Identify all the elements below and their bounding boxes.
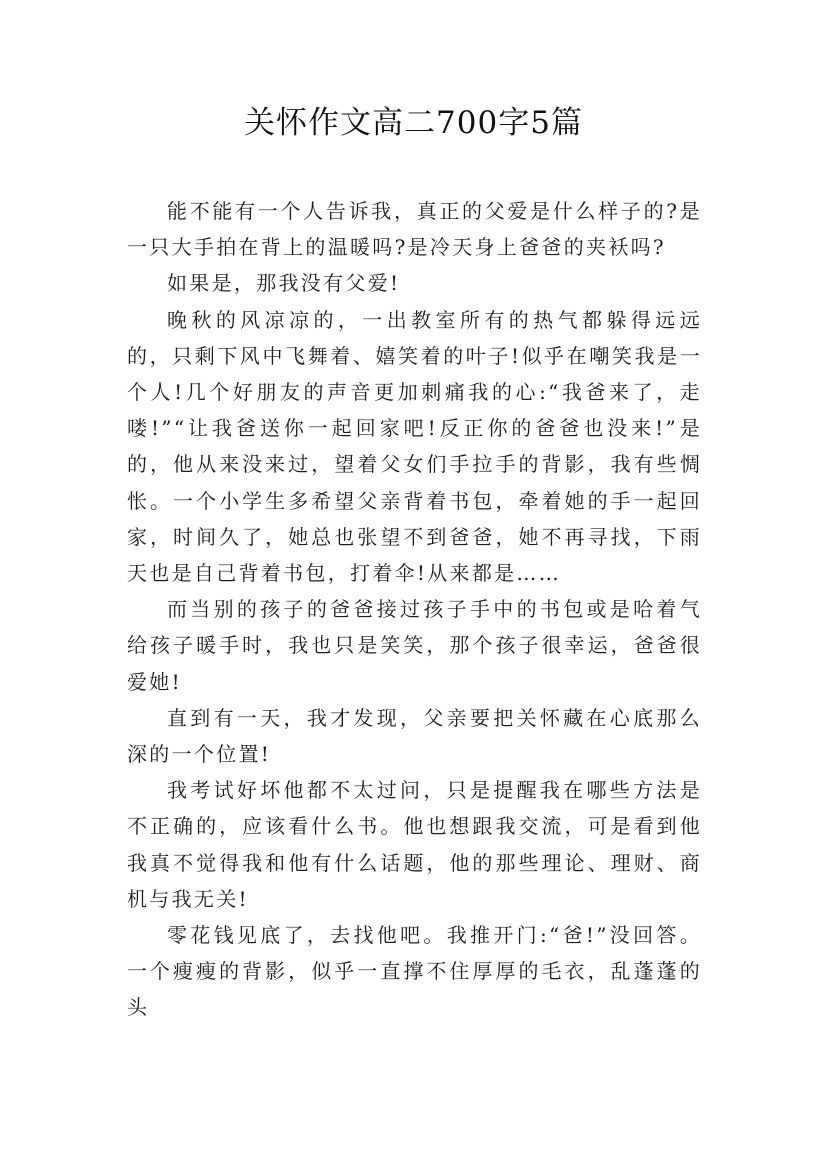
paragraph-2: 如果是，那我没有父爱! bbox=[167, 271, 401, 296]
paragraph-1: 能不能有一个人告诉我，真正的父爱是什么样子的?是一只大手拍在背上的温暖吗?是冷天身上爸爸的夹袄吗? bbox=[127, 199, 702, 260]
paragraph-6: 我考试好坏他都不太过问，只是提醒我在哪些方法是不正确的，应该看什么书。他也想跟我交流，可是看到他我真不觉得我和他有什么话题，他的那些理论、理财、商机与我无关! bbox=[127, 778, 702, 911]
document-body bbox=[127, 193, 702, 1026]
document-title: 关怀作文高二700字5篇 bbox=[244, 105, 583, 141]
paragraph-5: 直到有一天，我才发现，父亲要把关怀藏在心底那么深的一个位置! bbox=[127, 705, 702, 767]
paragraph-7: 零花钱见底了，去找他吧。我推开门:“爸!”没回答。一个瘦瘦的背影，似乎一直撑不住厚厚的毛衣，乱蓬蓬的头 bbox=[127, 923, 702, 1020]
paragraph-4: 而当别的孩子的爸爸接过孩子手中的书包或是哈着气给孩子暖手时，我也只是笑笑，那个孩子很幸运，爸爸很爱她! bbox=[127, 597, 702, 694]
paragraph-3: 晚秋的风凉凉的，一出教室所有的热气都躲得远远的，只剩下风中飞舞着、嬉笑着的叶子!似乎在嘲笑我是一个人!几个好朋友的声音更加刺痛我的心:“我爸来了，走喽!”“让我爸送你一起回家吧!反正你的爸爸也没来!”是的，他从来没来过，望着父女们手拉手的背影，我有些惆怅。一个小学生多希望父亲背着书包，牵着她的手一起回家，时间久了，她总也张望不到爸爸，她不再寻找，下雨天也是自己背着书包，打着伞!从来都是…… bbox=[127, 307, 702, 586]
